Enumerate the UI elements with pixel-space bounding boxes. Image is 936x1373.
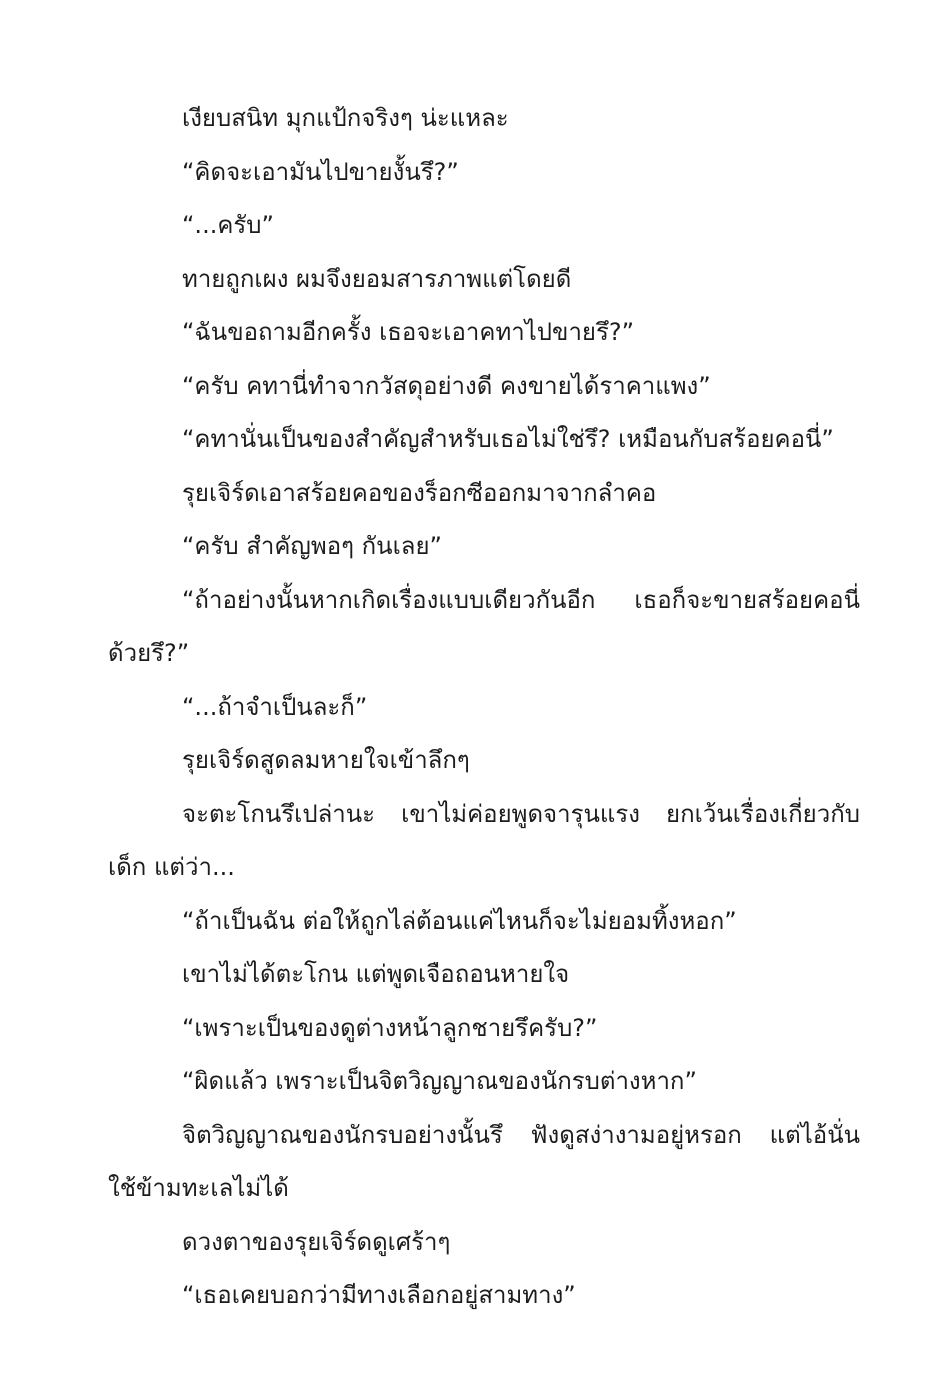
text-line: “ถ้าเป็นฉัน ต่อให้ถูกไล่ต้อนแค่ไหนก็จะไม่ยอมทิ้งหอก” — [182, 906, 737, 935]
text-line: ดวงตาของรุยเจิร์ดดูเศร้าๆ — [182, 1227, 451, 1256]
text-line: จิตวิญญาณของนักรบอย่างนั้นรึ ฟังดูสง่างามอยู่หรอก แต่ไอ้นั่น — [182, 1120, 860, 1149]
text-line: “ครับ คทานี่ทำจากวัสดุอย่างดี คงขายได้ราคาแพง” — [182, 371, 711, 400]
text-line: เงียบสนิท มุกแป้กจริงๆ น่ะแหละ — [182, 104, 509, 132]
text-line: เด็ก แต่ว่า... — [108, 853, 235, 881]
text-line: “ถ้าอย่างนั้นหากเกิดเรื่องแบบเดียวกันอีก เธอก็จะขายสร้อยคอนี่ — [182, 585, 860, 614]
text-line: จะตะโกนรึเปล่านะ เขาไม่ค่อยพูดจารุนแรง ยกเว้นเรื่องเกี่ยวกับ — [182, 799, 860, 828]
text-line: รุยเจิร์ดสูดลมหายใจเข้าลึกๆ — [182, 746, 470, 774]
text-line: “เธอเคยบอกว่ามีทางเลือกอยู่สามทาง” — [182, 1281, 576, 1309]
text-line: “เพราะเป็นของดูต่างหน้าลูกชายรึครับ?” — [182, 1013, 598, 1042]
text-line: “ฉันขอถามอีกครั้ง เธอจะเอาคทาไปขายรึ?” — [182, 318, 635, 346]
text-line: รุยเจิร์ดเอาสร้อยคอของร็อกซีออกมาจากลำคอ — [182, 478, 657, 507]
text-line: ด้วยรึ?” — [108, 639, 190, 667]
text-line: ทายถูกเผง ผมจึงยอมสารภาพแต่โดยดี — [182, 264, 572, 293]
text-line: “...ถ้าจำเป็นละก็” — [182, 692, 368, 721]
text-line: “...ครับ” — [182, 211, 274, 239]
text-line: ใช้ข้ามทะเลไม่ได้ — [108, 1174, 289, 1202]
text-line: เขาไม่ได้ตะโกน แต่พูดเจือถอนหายใจ — [182, 960, 570, 988]
body-text — [108, 92, 860, 1323]
text-line: “คทานั่นเป็นของสำคัญสำหรับเธอไม่ใช่รึ? เหมือนกับสร้อยคอนี่” — [182, 425, 834, 453]
text-line: “ครับ สำคัญพอๆ กันเลย” — [182, 532, 442, 560]
text-line: “คิดจะเอามันไปขายงั้นรึ?” — [182, 157, 459, 186]
text-line: “ผิดแล้ว เพราะเป็นจิตวิญญาณของนักรบต่างหาก” — [182, 1067, 697, 1095]
